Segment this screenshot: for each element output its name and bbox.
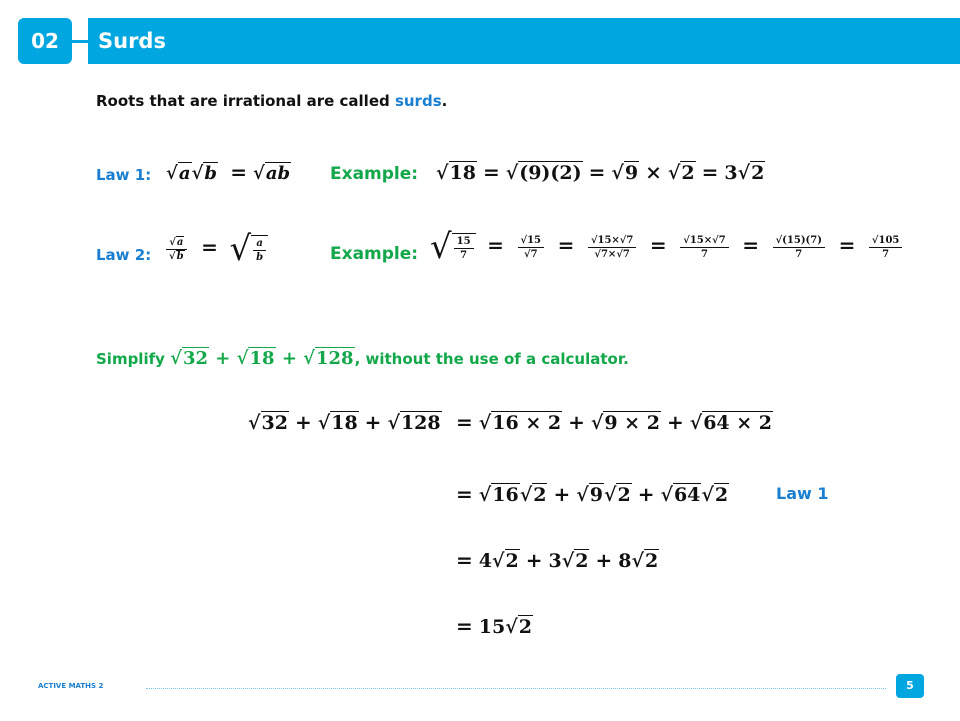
- law1-example-label: Example:: [330, 164, 419, 184]
- step2-law-note: Law 1: [776, 484, 829, 503]
- header-connector: [72, 40, 88, 43]
- question-prompt: Simplify √32 + √18 + √128, without the use of a calculator.: [96, 348, 629, 369]
- intro-prefix: Roots that are irrational are called: [96, 92, 395, 110]
- solution-step3: = 4√2 + 3√2 + 8√2: [456, 548, 659, 572]
- law2-example: √ $\frac{15}{7}$ = $\frac{√15}{√7}$ = $\frac{√15\times√7}{√7\times√7}$ = $\frac{√15\times√7}{7}$ = $\frac{√(15)(7)}{7}$ = $\frac{√105}{7}$: [430, 230, 904, 264]
- law1-label: Law 1:: [96, 166, 152, 184]
- intro-highlight: surds: [394, 92, 442, 110]
- solution-lhs: √32 + √18 + √128: [248, 410, 441, 434]
- law1-formula: √a√b = √ab: [166, 160, 291, 184]
- solution-step4: = 15√2: [456, 614, 532, 638]
- solution-step2: = √16√2 + √9√2 + √64√2: [456, 482, 729, 506]
- law1-example: √18 = √(9)(2) = √9 × √2 = 3√2: [436, 160, 765, 184]
- law2-formula: $\frac{√a}{√b}$ = √ $\frac{a}{b}$: [164, 232, 268, 266]
- header-bar: [88, 18, 960, 64]
- solution-step1: = √16 × 2 + √9 × 2 + √64 × 2: [456, 410, 773, 434]
- footer-book-title: ACTIVE MATHS 2: [38, 682, 104, 690]
- footer-divider: [146, 688, 886, 689]
- law2-label: Law 2:: [96, 246, 152, 264]
- law2-example-label: Example:: [330, 244, 419, 264]
- intro-suffix: .: [441, 92, 448, 110]
- chapter-number: 02: [18, 18, 72, 64]
- section-title: Surds: [98, 29, 166, 53]
- intro-sentence: [96, 92, 447, 110]
- page-number: 5: [896, 674, 924, 698]
